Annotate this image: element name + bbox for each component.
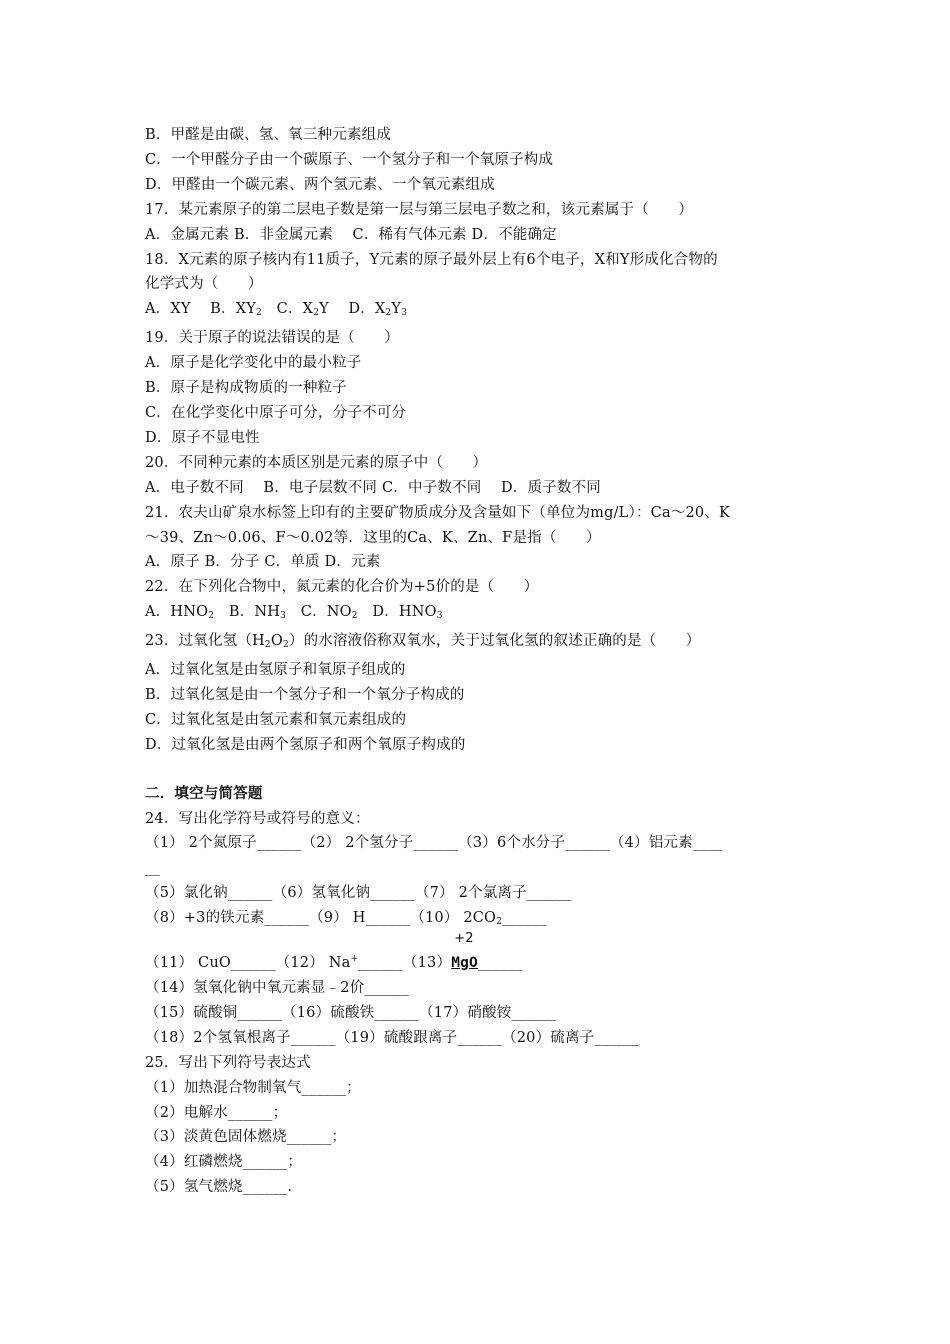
subscript: 2 — [351, 611, 358, 622]
q19-option-a: A．原子是化学变化中的最小粒子 — [145, 355, 362, 372]
q18-stem-line2: 化学式为（ ） — [145, 276, 263, 293]
q24-line4-mid: ______（13） — [358, 955, 452, 972]
q25-line3: （3）淡黄色固体燃烧______； — [145, 1129, 347, 1146]
q19-option-d: D．原子不显电性 — [145, 429, 260, 446]
q21-stem-line2: ～39、Zn～0.06、F～0.02等．这里的Ca、K、Zn、F是指（ ） — [145, 529, 601, 546]
q18-opt-c: C．X — [261, 301, 314, 318]
subscript: 3 — [280, 611, 287, 622]
q24-line3-blank: ______ — [502, 910, 547, 927]
question-content — [145, 123, 810, 1200]
q23-option-c: C．过氧化氢是由氢元素和氧元素组成的 — [145, 711, 407, 728]
q18-options — [145, 297, 810, 326]
q21-stem-line1: 21．农夫山矿泉水标签上印有的主要矿物质成分及含量如下（单位为mg/L）：Ca～20、K — [145, 504, 731, 521]
q24-line4-blank: ______ — [477, 955, 523, 972]
q25-line2: （2）电解水______； — [145, 1104, 288, 1121]
q25-line4: （4）红磷燃烧______； — [145, 1154, 303, 1171]
q24-line1-cont: __ — [145, 860, 160, 877]
q18-opt-ab: A．XY B．XY — [145, 301, 257, 318]
q25-stem: 25．写出下列符号表达式 — [145, 1054, 311, 1071]
q24-line5: （14）氢氧化钠中氧元素显﹣2价______ — [145, 980, 410, 996]
valence-number: +2 — [454, 931, 474, 947]
q19-option-b: B．原子是构成物质的一种粒子 — [145, 380, 347, 397]
section-heading: 二．填空与简答题 — [145, 784, 263, 802]
q23-stem-a: 23．过氧化氢（H — [145, 633, 265, 650]
q21-options: A．原子 B．分子 C．单质 D．元素 — [145, 554, 381, 571]
q18-stem-line1: 18．X元素的原子核内有11质子，Y元素的原子最外层上有6个电子，X和Y形成化合物的 — [145, 251, 718, 268]
q24-line3 — [145, 906, 810, 935]
q22-opt-c: C．NO — [286, 604, 352, 621]
superscript: + — [350, 954, 359, 965]
q22-options — [145, 600, 810, 629]
q24-line4 — [145, 931, 810, 976]
q24-line4-text: （11） CuO______（12） Na — [145, 955, 351, 972]
q18-opt-d: Y D．X — [319, 301, 386, 318]
subscript: 3 — [436, 611, 443, 622]
q23-option-b: B．过氧化氢是由一个氢分子和一个氧分子构成的 — [145, 686, 465, 703]
q22-stem: 22．在下列化合物中，氮元素的化合价为+5价的是（ ） — [145, 579, 539, 596]
q20-stem: 20．不同种元素的本质区别是元素的原子中（ ） — [145, 454, 488, 471]
q24-line6: （15）硫酸铜______（16）硫酸铁______（17）硝酸铵______ — [145, 1004, 557, 1021]
valence-formula — [451, 931, 478, 976]
q24-line1: （1） 2个氮原子______（2） 2个氢分子______（3）6个水分子______（4）铝元素____ — [145, 835, 723, 852]
q16-option-c: C．一个甲醛分子由一个碳原子、一个氢分子和一个氧原子构成 — [145, 151, 554, 168]
q25-line5: （5）氢气燃烧______. — [145, 1179, 293, 1196]
q23-option-a: A．过氧化氢是由氢原子和氧原子组成的 — [145, 662, 406, 679]
q16-option-b: B．甲醛是由碳、氢、氧三种元素组成 — [145, 127, 392, 143]
q20-options: A．电子数不同 B．电子层数不同 C．中子数不同 D．质子数不同 — [145, 479, 601, 496]
subscript: 2 — [496, 917, 503, 928]
q23-stem-b: O — [270, 633, 283, 650]
q23-option-d: D．过氧化氢是由两个氢原子和两个氧原子构成的 — [145, 736, 466, 753]
q17-stem: 17．某元素原子的第二层电子数是第一层与第三层电子数之和，该元素属于（ ） — [145, 201, 694, 218]
q24-line7: （18）2个氢氧根离子______（19）硫酸跟离子______（20）硫离子______ — [145, 1029, 640, 1046]
q19-option-c: C．在化学变化中原子可分，分子不可分 — [145, 404, 407, 421]
q25-line1: （1）加热混合物制氧气______； — [145, 1079, 361, 1096]
q23-stem-c: ）的水溶液俗称双氧水，关于过氧化氢的叙述正确的是（ ） — [288, 633, 701, 650]
q24-line2: （5）氯化钠______（6）氢氧化钠______（7） 2个氯离子______ — [145, 885, 572, 902]
subscript: 2 — [264, 640, 271, 651]
subscript: 2 — [208, 611, 215, 622]
mgo-formula: MgO — [451, 955, 478, 972]
subscript: 3 — [401, 308, 408, 319]
q22-opt-a: A．HNO — [145, 604, 209, 621]
q24-stem: 24．写出化学符号或符号的意义： — [145, 810, 370, 827]
subscript: 2 — [313, 308, 320, 319]
q16-option-d: D．甲醛由一个碳元素、两个氢元素、一个氧元素组成 — [145, 176, 495, 193]
q17-options: A．金属元素 B．非金属元素 C．稀有气体元素 D．不能确定 — [145, 226, 557, 243]
subscript: 2 — [282, 640, 289, 651]
subscript: 2 — [385, 308, 392, 319]
subscript: 2 — [256, 308, 262, 319]
q24-line3-text: （8）+3的铁元素______（9） H______（10） 2CO — [145, 910, 497, 927]
q18-opt-d-y: Y — [391, 301, 402, 318]
q23-stem — [145, 629, 810, 658]
q22-opt-b: B．NH — [214, 604, 281, 621]
q22-opt-d: D．HNO — [357, 604, 437, 621]
q19-stem: 19．关于原子的说法错误的是（ ） — [145, 330, 400, 347]
